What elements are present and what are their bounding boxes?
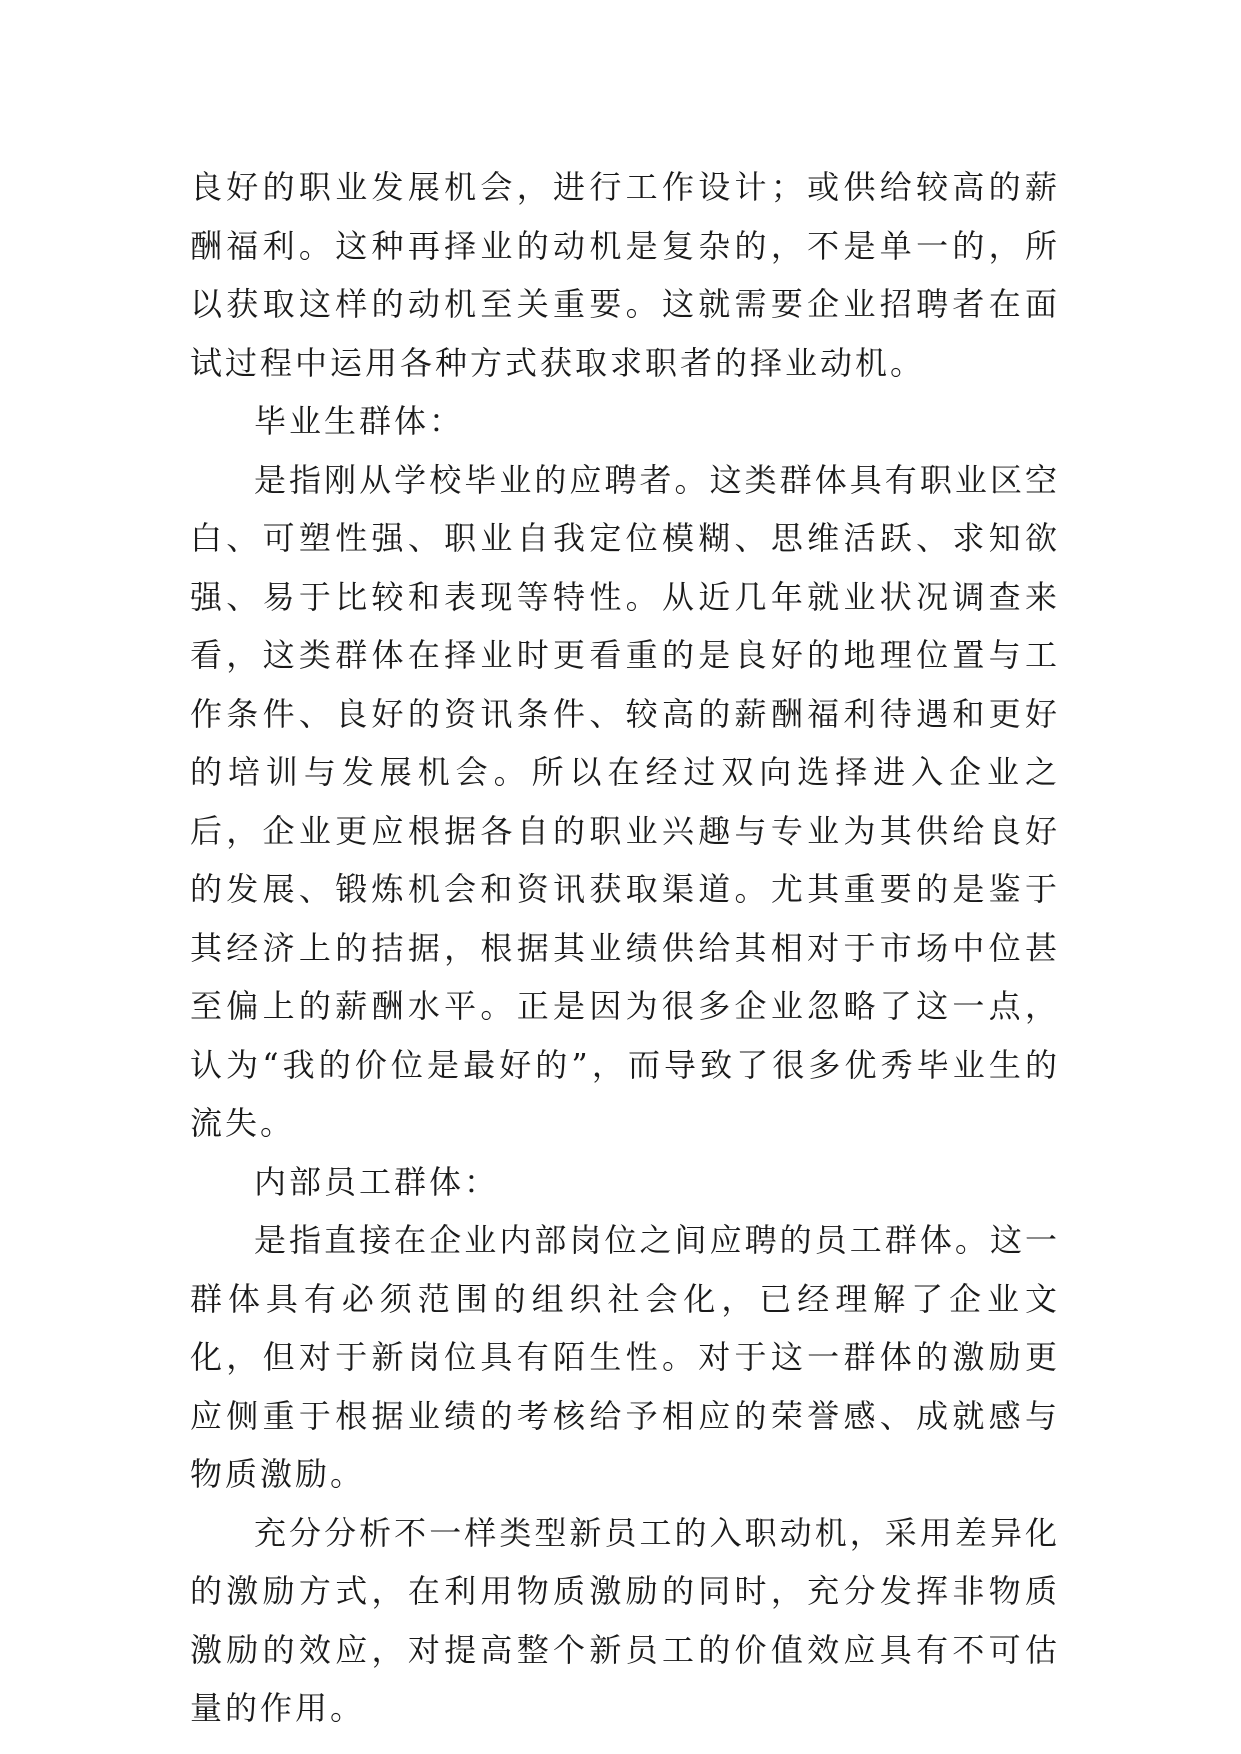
paragraph-conclusion: 充分分析不一样类型新员工的入职动机，采用差异化的激励方式，在利用物质激励的同时，充分发挥非物质激励的效应，对提高整个新员工的价值效应具有不可估量的作用。 — [190, 1513, 1060, 1727]
paragraph-graduate-group: 是指刚从学校毕业的应聘者。这类群体具有职业区空白、可塑性强、职业自我定位模糊、思维活跃、求知欲强、易于比较和表现等特性。从近几年就业状况调查来看，这类群体在择业时更看重的是良好的地理位置与工作条件、良好的资讯条件、较高的薪酬福利待遇和更好的培训与发展机会。所以在经过双向选择进入企业之后，企业更应根据各自的职业兴趣与专业为其供给良好的发展、锻炼机会和资讯获取渠道。尤其重要的是鉴于其经济上的拮据，根据其业绩供给其相对于市场中位甚至偏上的薪酬水平。正是因为很多企业忽略了这一点，认为“我的价位是最好的”，而导致了很多优秀毕业生的流失。 — [190, 460, 1060, 1142]
paragraph-internal-staff-group: 是指直接在企业内部岗位之间应聘的员工群体。这一群体具有必须范围的组织社会化，已经理解了企业文化，但对于新岗位具有陌生性。对于这一群体的激励更应侧重于根据业绩的考核给予相应的荣誉感、成就感与物质激励。 — [190, 1221, 1060, 1493]
heading-internal-staff-group: 内部员工群体： — [254, 1162, 500, 1201]
heading-graduate-group: 毕业生群体： — [254, 402, 465, 440]
document-body — [190, 158, 1060, 1738]
paragraph-continuation: 良好的职业发展机会，进行工作设计；或供给较高的薪酬福利。这种再择业的动机是复杂的，不是单一的，所以获取这样的动机至关重要。这就需要企业招聘者在面试过程中运用各种方式获取求职者的择业动机。 — [190, 168, 1060, 382]
